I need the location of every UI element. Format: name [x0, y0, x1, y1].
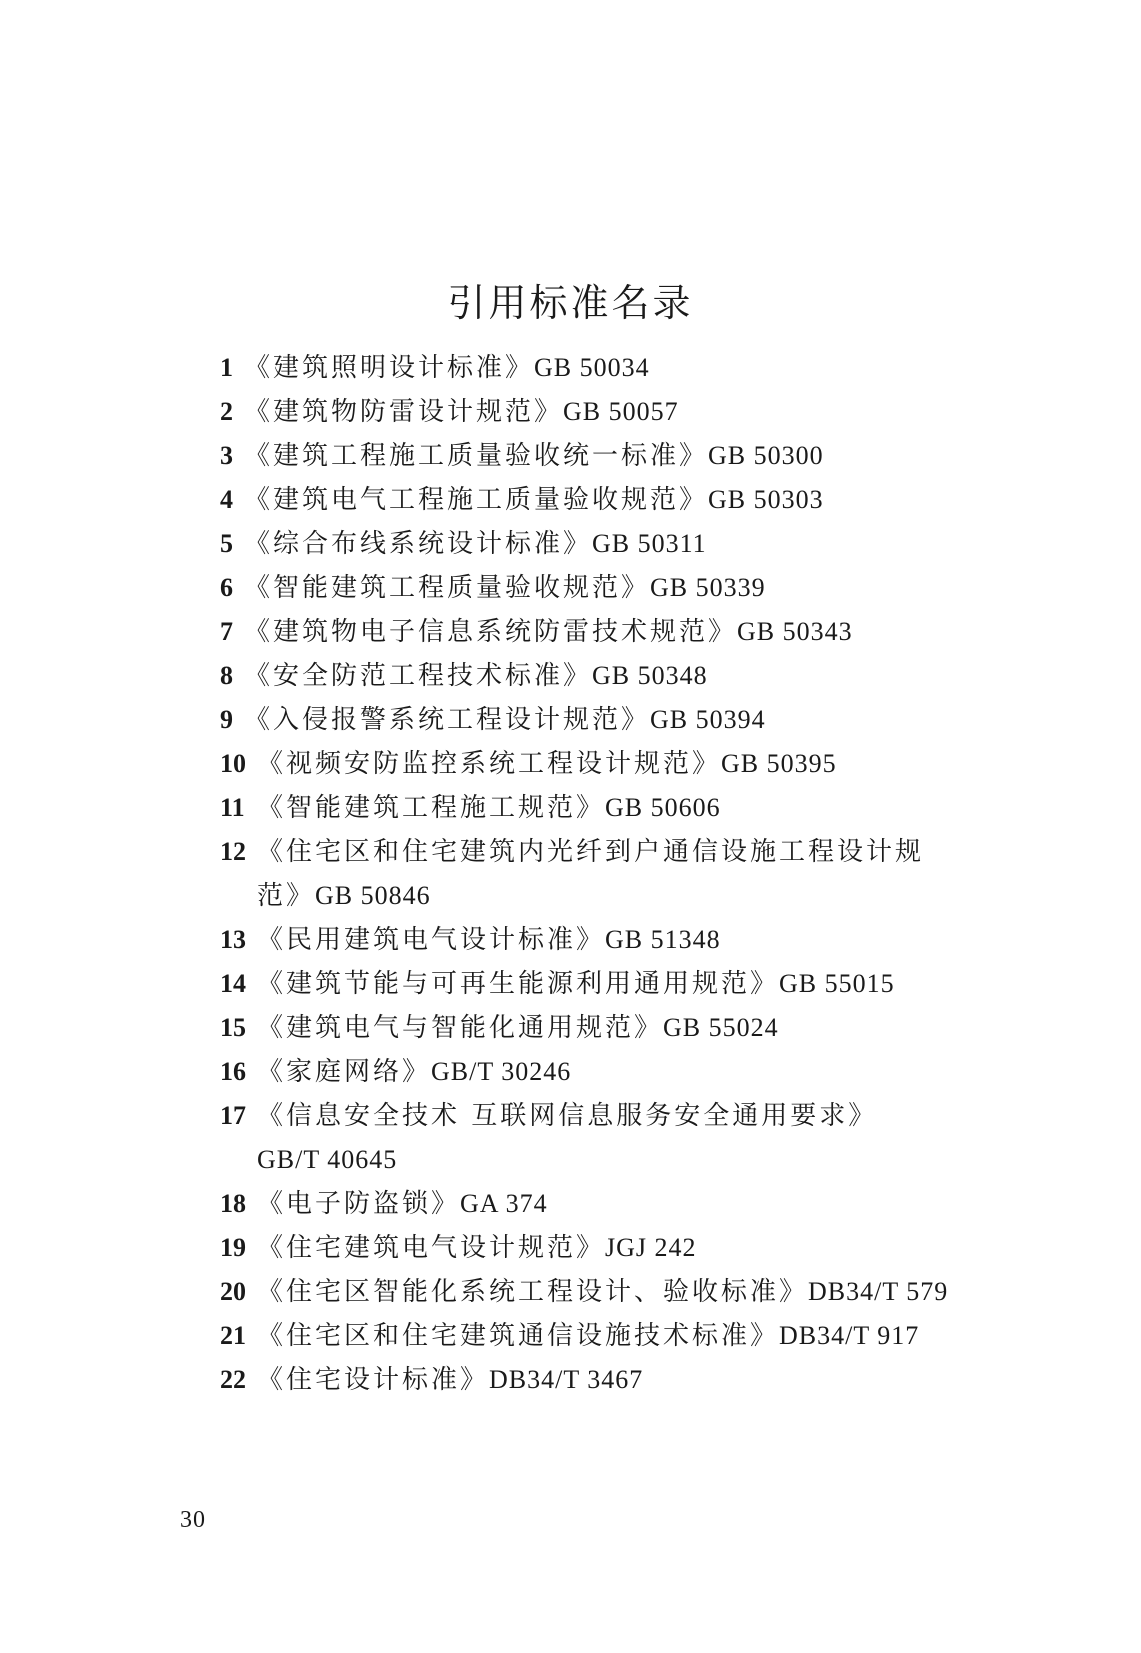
reference-code: DB34/T 917 [779, 1321, 920, 1350]
reference-entry [257, 1094, 1000, 1182]
reference-title: 《智能建筑工程施工规范》 [257, 793, 606, 823]
reference-number: 11 [220, 793, 245, 822]
reference-code: GB 50339 [650, 573, 766, 602]
reference-code: GB/T 30246 [431, 1057, 572, 1086]
reference-title: 《建筑工程施工质量验收统一标准》 [244, 441, 709, 471]
reference-code: GB 55024 [663, 1013, 779, 1042]
reference-entry [244, 346, 1000, 390]
reference-code: GB 50846 [315, 881, 431, 910]
reference-title: 《住宅区智能化系统工程设计、验收标准》 [257, 1277, 809, 1307]
reference-entry [257, 1006, 1000, 1050]
reference-code: GB 50311 [592, 529, 707, 558]
reference-entry [257, 830, 1000, 918]
reference-title: 《建筑电气工程施工质量验收规范》 [244, 485, 709, 515]
reference-code: GB 50057 [563, 397, 679, 426]
list-item [220, 390, 1000, 434]
reference-number: 20 [220, 1277, 246, 1306]
reference-title: 《住宅区和住宅建筑通信设施技术标准》 [257, 1321, 780, 1351]
reference-code: DB34/T 579 [808, 1277, 949, 1306]
reference-title: 《安全防范工程技术标准》 [244, 661, 593, 691]
list-item [220, 654, 1000, 698]
reference-entry [244, 390, 1000, 434]
reference-title: 《建筑节能与可再生能源利用通用规范》 [257, 969, 780, 999]
list-item [220, 434, 1000, 478]
reference-entry [257, 1182, 1000, 1226]
reference-title: 《建筑照明设计标准》 [244, 353, 535, 383]
reference-number: 7 [220, 617, 233, 646]
list-item [220, 698, 1000, 742]
reference-title: 《建筑物电子信息系统防雷技术规范》 [244, 617, 738, 647]
list-item [220, 918, 1000, 962]
reference-title: 《综合布线系统设计标准》 [244, 529, 593, 559]
list-item [220, 830, 1000, 918]
reference-title: 《建筑电气与智能化通用规范》 [257, 1013, 664, 1043]
reference-title: 《住宅建筑电气设计规范》 [257, 1233, 606, 1263]
reference-code: GB 51348 [605, 925, 721, 954]
list-item [220, 610, 1000, 654]
list-item [220, 1006, 1000, 1050]
reference-entry [257, 786, 1000, 830]
reference-entry [244, 698, 1000, 742]
list-item [220, 1094, 1000, 1182]
reference-title: 《住宅区和住宅建筑内光纤到户通信设施工程设计规 [257, 837, 925, 867]
reference-title: 《住宅设计标准》 [257, 1365, 490, 1395]
reference-number: 19 [220, 1233, 246, 1262]
reference-title: 《电子防盗锁》 [257, 1189, 461, 1219]
reference-number: 21 [220, 1321, 246, 1350]
list-item [220, 1050, 1000, 1094]
reference-entry [244, 434, 1000, 478]
reference-code: GB 50348 [592, 661, 708, 690]
reference-title-continued: 范》 [257, 881, 316, 911]
reference-number: 17 [220, 1101, 246, 1130]
reference-number: 22 [220, 1365, 246, 1394]
reference-code: DB34/T 3467 [489, 1365, 644, 1394]
reference-list [220, 346, 1000, 1402]
reference-title: 《信息安全技术 互联网信息服务安全通用要求》 [257, 1101, 878, 1131]
reference-entry [244, 654, 1000, 698]
reference-title: 《民用建筑电气设计标准》 [257, 925, 606, 955]
list-item [220, 1182, 1000, 1226]
reference-number: 14 [220, 969, 246, 998]
reference-entry [244, 478, 1000, 522]
reference-entry [257, 1358, 1000, 1402]
reference-number: 18 [220, 1189, 246, 1218]
reference-entry [257, 742, 1000, 786]
reference-number: 1 [220, 353, 233, 382]
reference-code: GB 50034 [534, 353, 650, 382]
list-item [220, 1270, 1000, 1314]
list-item [220, 742, 1000, 786]
reference-entry [244, 610, 1000, 654]
reference-number: 9 [220, 705, 233, 734]
reference-code: GB 55015 [779, 969, 895, 998]
reference-code: GA 374 [460, 1189, 548, 1218]
reference-number: 2 [220, 397, 233, 426]
reference-entry [257, 1314, 1000, 1358]
reference-entry [257, 1270, 1000, 1314]
list-item [220, 346, 1000, 390]
reference-code: JGJ 242 [605, 1233, 697, 1262]
reference-entry [244, 522, 1000, 566]
reference-title: 《建筑物防雷设计规范》 [244, 397, 564, 427]
reference-code: GB 50343 [737, 617, 853, 646]
list-item [220, 1314, 1000, 1358]
reference-code: GB/T 40645 [257, 1145, 398, 1174]
list-item [220, 566, 1000, 610]
reference-title: 《入侵报警系统工程设计规范》 [244, 705, 651, 735]
reference-code: GB 50395 [721, 749, 837, 778]
list-item [220, 478, 1000, 522]
list-item [220, 522, 1000, 566]
reference-entry [257, 962, 1000, 1006]
reference-number: 5 [220, 529, 233, 558]
reference-number: 13 [220, 925, 246, 954]
reference-title: 《视频安防监控系统工程设计规范》 [257, 749, 722, 779]
reference-number: 6 [220, 573, 233, 602]
reference-title: 《智能建筑工程质量验收规范》 [244, 573, 651, 603]
reference-code: GB 50303 [708, 485, 824, 514]
reference-entry [257, 1050, 1000, 1094]
page-title: 引用标准名录 [447, 281, 694, 325]
list-item [220, 962, 1000, 1006]
reference-number: 16 [220, 1057, 246, 1086]
list-item [220, 1358, 1000, 1402]
reference-code: GB 50300 [708, 441, 824, 470]
reference-code: GB 50606 [605, 793, 721, 822]
reference-number: 3 [220, 441, 233, 470]
reference-entry [244, 566, 1000, 610]
page-number: 30 [180, 1507, 206, 1533]
reference-entry [257, 918, 1000, 962]
reference-code: GB 50394 [650, 705, 766, 734]
reference-number: 8 [220, 661, 233, 690]
reference-number: 10 [220, 749, 246, 778]
reference-number: 4 [220, 485, 233, 514]
list-item [220, 786, 1000, 830]
reference-number: 15 [220, 1013, 246, 1042]
reference-title: 《家庭网络》 [257, 1057, 432, 1087]
reference-entry [257, 1226, 1000, 1270]
reference-number: 12 [220, 837, 246, 866]
list-item [220, 1226, 1000, 1270]
